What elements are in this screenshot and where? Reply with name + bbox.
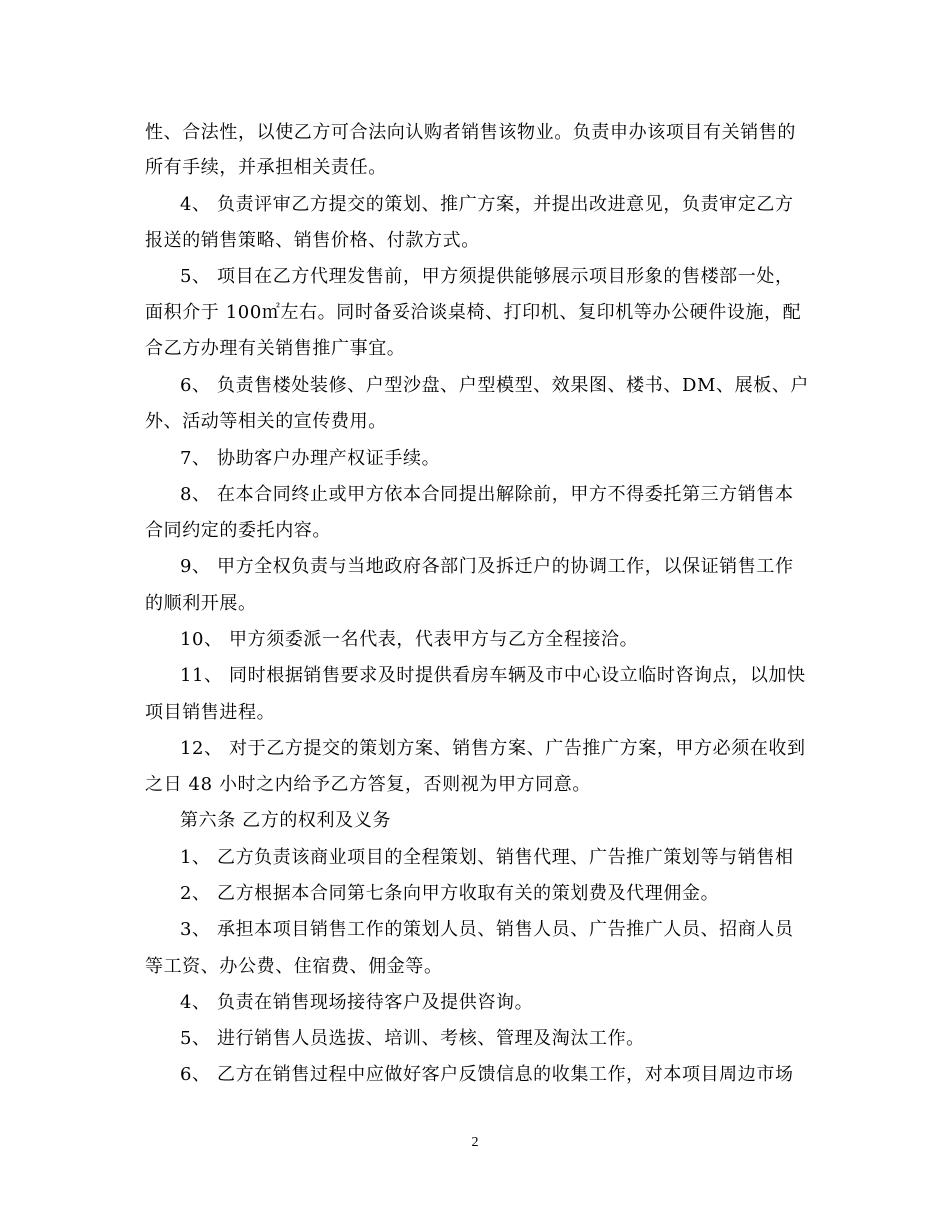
- text-line: 12、 对于乙方提交的策划方案、销售方案、广告推广方案，甲方必须在收到: [180, 738, 806, 759]
- text-line: 项目销售进程。: [145, 702, 276, 723]
- text-line: 8、 在本合同终止或甲方依本合同提出解除前，甲方不得委托第三方销售本: [180, 484, 794, 505]
- text-line: 10、 甲方须委派一名代表，代表甲方与乙方全程接洽。: [180, 629, 639, 650]
- text-line: 等工资、办公费、住宿费、佣金等。: [145, 956, 443, 977]
- text-line: 合同约定的委托内容。: [145, 520, 331, 541]
- section-heading: 第六条 乙方的权利及义务: [180, 810, 391, 831]
- text-line: 合乙方办理有关销售推广事宜。: [145, 338, 406, 359]
- text-line: 11、 同时根据销售要求及时提供看房车辆及市中心设立临时咨询点，以加快: [180, 665, 806, 686]
- text-line: 5、 进行销售人员选拔、培训、考核、管理及淘汰工作。: [180, 1028, 645, 1049]
- text-line: 之日 48 小时之内给予乙方答复，否则视为甲方同意。: [145, 774, 591, 795]
- text-line: 7、 协助客户办理产权证手续。: [180, 448, 441, 469]
- text-line: 1、 乙方负责该商业项目的全程策划、销售代理、广告推广策划等与销售相: [180, 847, 794, 868]
- text-line: 3、 承担本项目销售工作的策划人员、销售人员、广告推广人员、招商人员: [180, 919, 794, 940]
- text-line: 所有手续，并承担相关责任。: [145, 157, 387, 178]
- text-line: 6、 乙方在销售过程中应做好客户反馈信息的收集工作，对本项目周边市场: [180, 1064, 794, 1085]
- text-line: 9、 甲方全权负责与当地政府各部门及拆迁户的协调工作，以保证销售工作: [180, 556, 794, 577]
- text-line: 外、活动等相关的宣传费用。: [145, 411, 387, 432]
- text-line: 6、 负责售楼处装修、户型沙盘、户型模型、效果图、楼书、DM、展板、户: [180, 375, 810, 396]
- text-line: 的顺利开展。: [145, 593, 257, 614]
- text-line: 性、合法性，以使乙方可合法向认购者销售该物业。负责申办该项目有关销售的: [145, 122, 796, 143]
- text-line: 4、 负责在销售现场接待客户及提供咨询。: [180, 992, 534, 1013]
- text-line: 面积介于 100㎡左右。同时备妥洽谈桌椅、打印机、复印机等办公硬件设施，配: [145, 302, 802, 323]
- text-line: 报送的销售策略、销售价格、付款方式。: [145, 230, 480, 251]
- text-line: 2、 乙方根据本合同第七条向甲方收取有关的策划费及代理佣金。: [180, 883, 720, 904]
- text-line: 4、 负责评审乙方提交的策划、推广方案，并提出改进意见，负责审定乙方: [180, 194, 794, 215]
- text-line: 5、 项目在乙方代理发售前，甲方须提供能够展示项目形象的售楼部一处，: [180, 266, 794, 287]
- page-number: 2: [471, 1135, 479, 1150]
